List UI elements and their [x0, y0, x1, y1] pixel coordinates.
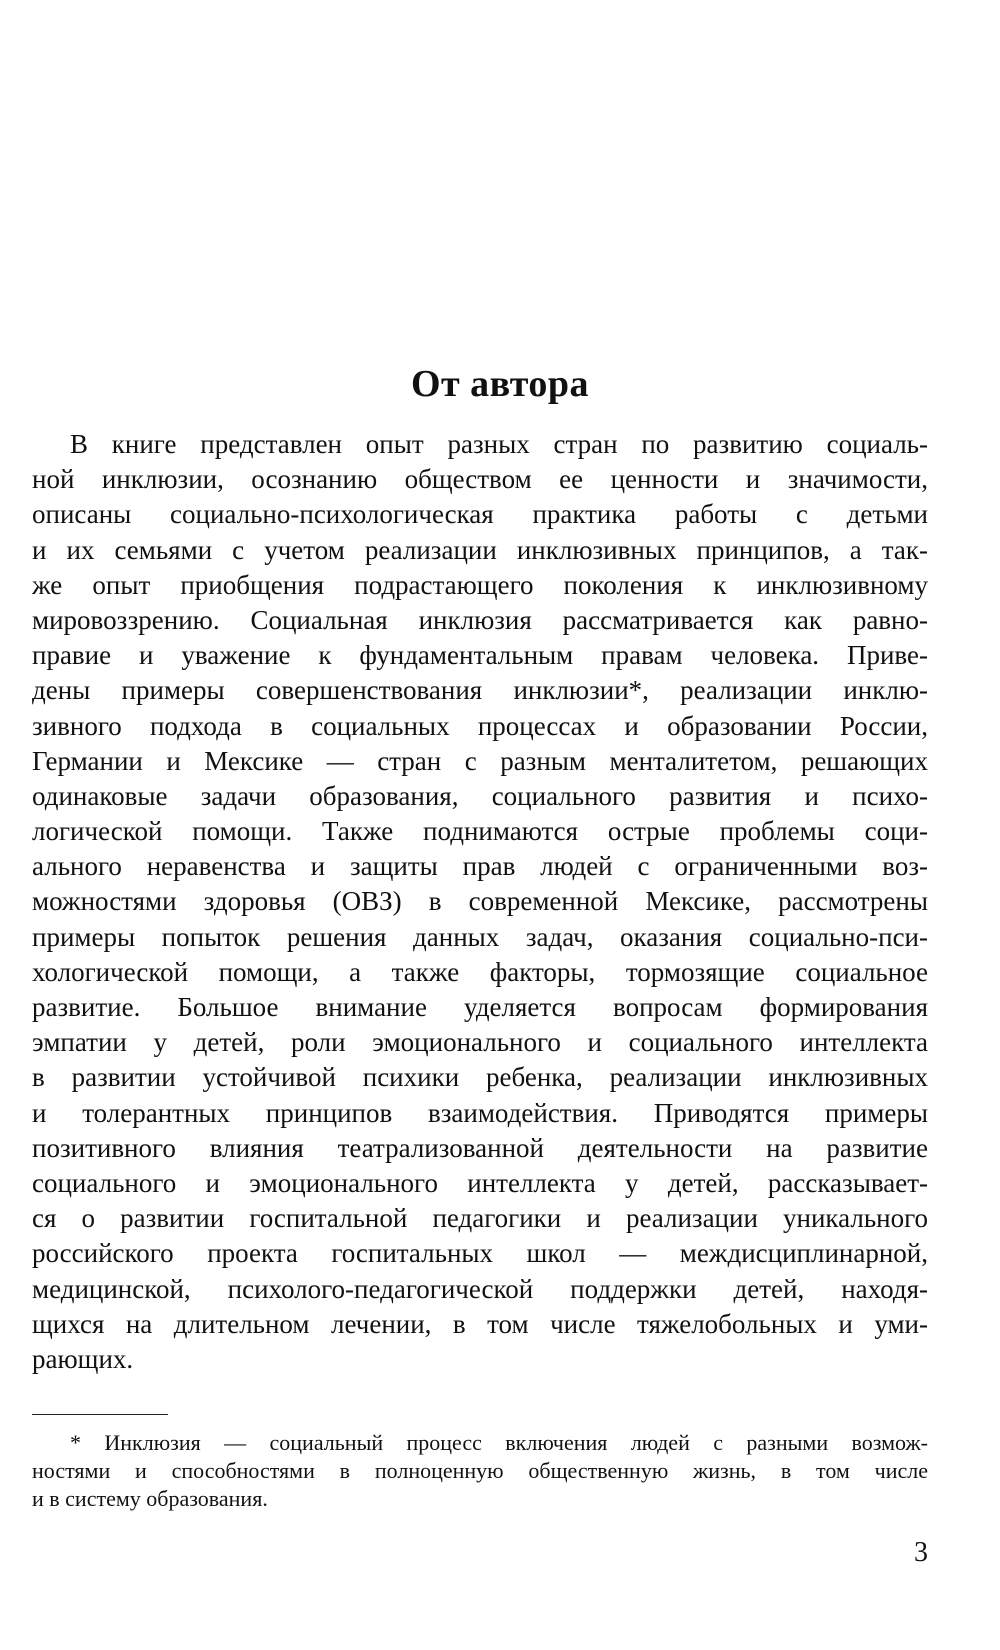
paragraph-line: хологической помощи, а также факторы, тормозящие социальное — [32, 956, 928, 987]
paragraph-line: социального и эмоционального интеллекта у детей, рассказывает- — [32, 1167, 928, 1198]
paragraph-line: В книге представлен опыт разных стран по развитию социаль- — [70, 429, 928, 459]
page-title: От автора — [410, 363, 590, 405]
paragraph-line: ального неравенства и защиты прав людей с ограниченными воз- — [32, 851, 928, 882]
page-number: 3 — [914, 1537, 928, 1568]
paragraph-line: российского проекта госпитальных школ — междисциплинарной, — [32, 1238, 928, 1269]
paragraph-line: Германии и Мексике — стран с разным менталитетом, решающих — [32, 745, 928, 776]
paragraph-line: и их семьями с учетом реализации инклюзивных принципов, а так- — [32, 534, 928, 565]
paragraph-line: описаны социально-психологическая практика работы с детьми — [32, 499, 928, 530]
paragraph-line: в развитии устойчивой психики ребенка, реализации инклюзивных — [32, 1062, 928, 1093]
paragraph-line: щихся на длительном лечении, в том числе тяжелобольных и уми- — [32, 1308, 928, 1339]
paragraph-line: рающих. — [32, 1343, 134, 1374]
paragraph-line: эмпатии у детей, роли эмоционального и социального интеллекта — [32, 1027, 928, 1058]
paragraph-line: позитивного влияния театрализованной деятельности на развитие — [32, 1132, 928, 1163]
paragraph-line: одинаковые задачи образования, социального развития и психо- — [32, 780, 928, 811]
paragraph-line: ся о развитии госпитальной педагогики и реализации уникального — [32, 1203, 928, 1234]
footnote-line: ностями и способностями в полноценную общественную жизнь, в том числе — [32, 1458, 928, 1483]
paragraph-line: правие и уважение к фундаментальным правам человека. Приве- — [32, 640, 928, 671]
paragraph-line: можностями здоровья (ОВЗ) в современной Мексике, рассмотрены — [32, 886, 928, 917]
footnote-line: и в систему образования. — [32, 1486, 268, 1511]
paragraph-line: примеры попыток решения данных задач, оказания социально-пси- — [32, 921, 928, 952]
paragraph-line: медицинской, психолого-педагогической поддержки детей, находя- — [32, 1273, 928, 1304]
paragraph-line: логической помощи. Также поднимаются острые проблемы соци- — [32, 816, 928, 847]
footnote-line: * Инклюзия — социальный процесс включения людей с разными возмож- — [70, 1430, 928, 1455]
paragraph-line: же опыт приобщения подрастающего поколения к инклюзивному — [32, 569, 928, 600]
paragraph-line: ной инклюзии, осознанию обществом ее ценности и значимости, — [32, 464, 928, 495]
footnote-divider — [32, 1414, 168, 1415]
footnote — [32, 1429, 928, 1513]
paragraph-line: и толерантных принципов взаимодействия. Приводятся примеры — [32, 1097, 928, 1128]
paragraph-line: развитие. Большое внимание уделяется вопросам формирования — [32, 992, 928, 1022]
paragraph-line: мировоззрению. Социальная инклюзия рассматривается как равно- — [32, 604, 928, 635]
main-paragraph — [32, 427, 928, 1377]
paragraph-line: зивного подхода в социальных процессах и образовании России, — [32, 710, 928, 741]
paragraph-line: дены примеры совершенствования инклюзии*, реализации инклю- — [32, 675, 928, 706]
